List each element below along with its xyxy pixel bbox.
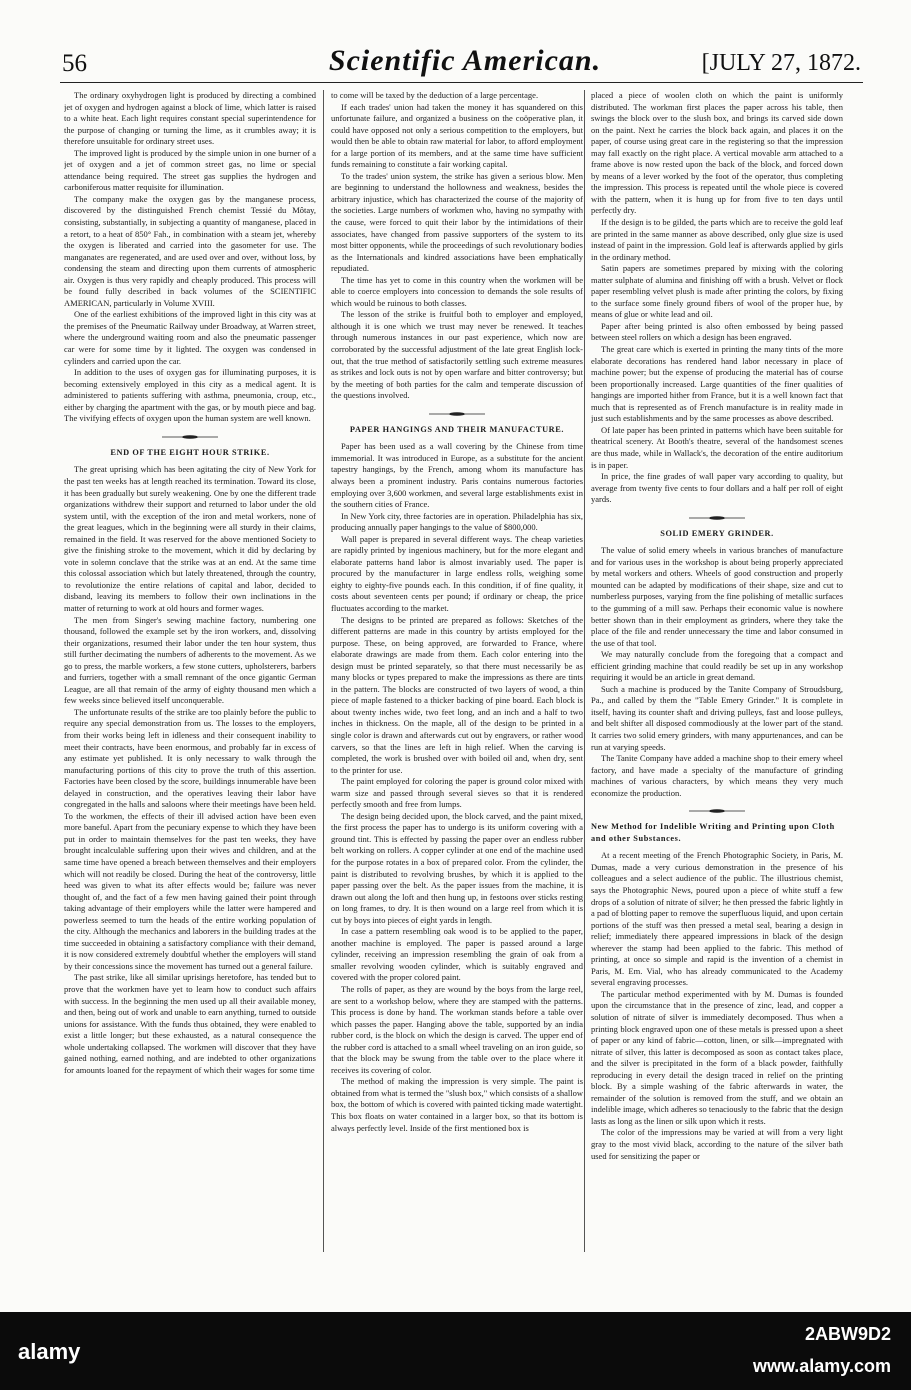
column-3 bbox=[591, 90, 843, 1250]
article-paragraph: In case a pattern resembling oak wood is to be applied to the paper, another machine is employed. The paper is passed around a large cylinder, receiving an impression resembling the grain of oak from a smaller revolving wooden cylinder, which is suitably engraved and covered with the proper colored paint. bbox=[331, 926, 583, 983]
article-paragraph: In New York city, three factories are in operation. Philadelphia has six, producing annually paper hangings to the value of $800,000. bbox=[331, 510, 583, 533]
article-paragraph: At a recent meeting of the French Photographic Society, in Paris, M. Dumas, made a very curious demonstration in the presence of his colleagues and a select audience of the public. The illustrious chemist, says the Photographic News, poured upon a piece of white stuff a few drops of a solution of nitrate of silver; he then pressed the fabric lightly in a pad of blotting paper to remove the superfluous liquid, and upon certain portions of the stuff was then pressed a metal seal, bearing a design in relief; immediately there appeared impressions in black of the design wherever the stamp had been applied to the fabric. This method of printing, at once so simple and rapid is the invention of a chemist in Paris, M. Em. Vial, who has already communicated to the Academy several engraving processes. bbox=[591, 850, 843, 988]
section-separator-ornament bbox=[689, 516, 745, 520]
column-1 bbox=[64, 90, 316, 1250]
article-paragraph: The past strike, like all similar uprisings heretofore, has tended but to prove that the workmen have yet to learn how to conduct such affairs with success. In the beginning the men used up all their available money, and then, being out of work and unable to earn anything, turned to outside unions for assistance. With the funds thus obtained, they were enabled to exist a little longer; but these exhausted, as a natural consequence the whole undertaking collapsed. The workmen will discover that they have gained nothing, earned nothing, and are indebted to other organizations for amounts loaned for the repayment of which their wages for some time bbox=[64, 972, 316, 1075]
article-paragraph: The great care which is exerted in printing the many tints of the more elaborate decorations has rendered hand labor necessary in place of machine power; but the expense of producing the material has of course been proportionally increased. Large quantities of the finer qualities of hangings are imported hither from France, but it is a well known fact that much that is represented as of French manufacture is in reality made in just such establishments and by the same processes as above described. bbox=[591, 344, 843, 424]
article-paragraph: The value of solid emery wheels in various branches of manufacture and for various uses in the workshop is about being properly appreciated by metal workers and others. Wheels of good construction and properly mounted can be adapted by modifications of their shape, size and cut to numberless purposes, varying from the fine polishing of metallic surfaces to the gumming of a mill saw. Perhaps their economic value is nowhere better shown than in their employment as grinders, where they take the place of the file and render unnecessary the time and labor consumed in the use of that tool. bbox=[591, 545, 843, 648]
article-paragraph: To the trades' union system, the strike has given a serious blow. Men are beginning to understand the hollowness and weakness, besides the arbitrary injustice, which has characterized the course of the majority of the societies. Large numbers of workmen who, having no sympathy with the cause, were forced to quit their labor by the intimidations of their associates, have changed from passive supporters of the system to its most bitter opponents, while the proceedings of such revolutionary bodies as the Internationals and kindred associations have been emphatically repudiated. bbox=[331, 170, 583, 274]
article-paragraph: The color of the impressions may be varied at will from a very light gray to the most vivid black, according to the nature of the silver bath used for sensitizing the paper or bbox=[591, 1127, 843, 1161]
masthead: Scientific American. bbox=[328, 44, 602, 77]
headline-indelible-writing: New Method for Indelible Writing and Printing upon Cloth and other Substances. bbox=[591, 822, 835, 843]
article-paragraph: The improved light is produced by the simple union in one burner of a jet of oxygen and a jet of common street gas, no lime or special attendance being required. The street gas supplies the hydrogen and carboniferous matter requisite for illumination. bbox=[64, 147, 316, 193]
article-paragraph: The time has yet to come in this country when the workmen will be able to coerce employers into concession to demands the sole results of which would be ruinous to both classes. bbox=[331, 274, 583, 308]
section-separator-ornament bbox=[162, 435, 218, 439]
article-paragraph: The unfortunate results of the strike are too plainly before the public to require any special demonstration from us. The losses to the employers, from their works being left in idleness and their consequent inability to meet their contracts, have been enormous, and probably far in excess of any estimate yet published. It is only necessary to walk through the manufacturing portions of this city to prove the truth of this assertion. Factories have been closed by the score, buildings innumerable have been delayed in construction, and the operatives leaving their labor have congregated in the halls and saloons where their meetings have been held. To the workmen, the effects of their ill advised action have been even more baneful. Apart from the pecuniary expense to which they have been put in order to maintain themselves for the past ten weeks, they have brought incalculable suffering upon their wives and children, and at the same time have opened a breach between themselves and their employers which will not readily be closed. During the heat of the controversy, little heed was given to what its after effects would be; failure was never thought of, and the fact of a few men having gained their point through taking advantage of their employers while the latter were hampered and powerless seemed to turn the heads of the entire working population of the city. Although the mechanics and laborers in the building trades at the time succeeded in obtaining a satisfactory compliance with their demand, it is now considered extremely doubtful whether the employers will stand by their concessions since the movement has turned out a general failure. bbox=[64, 706, 316, 971]
image-id: 2ABW9D2 bbox=[804, 1324, 891, 1344]
article-paragraph: One of the earliest exhibitions of the improved light in this city was at the premises of the Pneumatic Railway under Broadway, at Warren street, where the underground waiting room and also the pneumatic passenger car were for some time by it lighted. The oxygen was condensed in cylinders and carried upon the car. bbox=[64, 309, 316, 366]
headline-paper-hangings: PAPER HANGINGS AND THEIR MANUFACTURE. bbox=[349, 424, 565, 434]
column-divider bbox=[323, 90, 324, 1252]
article-paragraph: The company make the oxygen gas by the manganese process, discovered by the distinguished French chemist Tessié du Môtay, consisting, substantially, in subjecting a quantity of manganese, placed in a retort, to a heat of 850° Fah., in combination with a steam jet, whereby the oxygen is liberated and carried into the gasometer for use. The manganates are regenerated, and are used over and over, without loss, by condensing the steam and directing upon them currents of atmospheric air. Oxygen is thus very rapidly and cheaply produced. This process will be found fully described in back volumes of the SCIENTIFIC AMERICAN, particularly in Volume XVIII. bbox=[64, 193, 316, 308]
headline-eight-hour-strike: END OF THE EIGHT HOUR STRIKE. bbox=[110, 447, 270, 457]
article-paragraph: to come will be taxed by the deduction of a large percentage. bbox=[331, 90, 539, 100]
article-paragraph: The design being decided upon, the block carved, and the paint mixed, the first process the paper has to undergo is its uniform covering with a ground tint. This is effected by passing the paper over an endless rubber belt working on rollers. A copper cylinder at one end of the machine used for the purpose rotates in a box of prepared color. From the cylinder, the paint is distributed to revolving brushes, by which it is applied to the paper passing over the belt. As the paper issues from the machine, it is drawn out along the loft and then hung up, in festoons over sticks resting on long frames, to dry. It is then wound on a large reel from which it is cut by boys into pieces of eight yards in length. bbox=[331, 810, 583, 925]
article-paragraph: Of late paper has been printed in patterns which have been suitable for theatrical scenery. At Booth's theatre, several of the handsomest scenes are thus made, while in Wallack's, the decoration of the entire auditorium is in paper. bbox=[591, 424, 843, 470]
alamy-logo-text: alamy bbox=[18, 1340, 81, 1364]
alamy-logo bbox=[18, 1340, 118, 1364]
article-paragraph: The men from Singer's sewing machine factory, numbering one thousand, followed the example set by the iron workers, and, dissolving their organizations, resumed their labor under the ten hour system, thus still further decimating the numbers of adherents to the movement. As we go to press, the marble workers, a few stone cutters, upholsterers, barbers and furriers, together with a small remnant of the once gigantic German League, are all that remain of the army of eighty thousand men which a few weeks since believed itself unconquerable. bbox=[64, 614, 316, 706]
article-paragraph: The particular method experimented with by M. Dumas is founded upon the circumstance that in the presence of zinc, lead, and copper a solution of nitrate of silver is immediately decomposed. Thus when a printing block engraved upon one of these metals is pressed upon a sheet of paper or any kind of fabric—cotton, linen, or silk—impregnated with nitrate of silver, this latter is decomposed as soon as contact takes place, and the silver is precipitated in the form of a black powder, faithfully reproducing in every detail the design traced in relief on the printing block. By a simple washing of the fabric afterwards in water, the remainder of the solution is removed from the stuff, and we obtain an indelible image, which adheres so tenaciously to the fabric that the design lasts as long as the linen or silk upon which it rests. bbox=[591, 988, 843, 1126]
article-paragraph: We may naturally conclude from the foregoing that a compact and efficient grinding machine that could readily be set up in any workshop requiring it would be an article in great demand. bbox=[591, 649, 843, 683]
section-separator-ornament bbox=[689, 809, 745, 813]
article-paragraph: placed a piece of woolen cloth on which the paint is uniformly distributed. The workman first places the paper across his table, then swings the block over to the slush box, and brings its carved side down on the paint. Next he carries the block back again, and places it on the paper, of course using great care in the registering so that the impression may fall exactly on the right place. A vertical movable arm attached to a frame above is now rested upon the back of the block, and forced down by means of a lever worked by the foot of the operator, thus completing the impression. This process is repeated until the whole piece is covered with the pattern, when it is hung up for from five to ten days until perfectly dry. bbox=[591, 90, 843, 216]
article-paragraph: In addition to the uses of oxygen gas for illuminating purposes, it is becoming extensively employed in this city as a medical agent. It is administered to patients suffering with asthma, pneumonia, croup, etc., either by charging the apartment with the gas, or by mouth piece and bag. The vivifying effects of oxygen upon the human system are well known. bbox=[64, 367, 316, 424]
issue-date: [JULY 27, 1872. bbox=[701, 50, 861, 76]
article-paragraph: The great uprising which has been agitating the city of New York for the past ten weeks has at length reached its termination. Toward its close, it has been gradually but surely weakening. One by one the different trade organizations withdrew their support and returned to labor under the old system until, with the exception of the iron and metal workers, none of the great leagues, which in the beginning were all sturdy in their claims, remained in the field. It was reserved for the above mentioned Society to give the finishing stroke to the movement, which it did by declaring by vote in solemn conclave that the strike was at an end. At the same time this colossal association which but lately threatened, through the country, to revolutionize the entire relations of capital and labor, decided to disband, leaving its members to follow their own inclinations in the matter of returning to work at old hours and former wages. bbox=[64, 464, 316, 613]
article-paragraph: If each trades' union had taken the money it has squandered on this unfortunate failure, and organized a business on the coöperative plan, it could have opposed not only a serious competition to the employers, but would then be able to obtain raw material for labor, to afford employment for a large portion of its members, and at the same time have sufficient funds remaining to constitute a fair working capital. bbox=[331, 101, 583, 170]
article-paragraph: The ordinary oxyhydrogen light is produced by directing a combined jet of oxygen and hydrogen against a block of lime, which latter is raised to a white heat. Each light requires constant special superintendence for the purpose of changing or turning the lime, as it crumbles away; it is therefore unsuitable for ordinary street uses. bbox=[64, 90, 316, 147]
article-paragraph: Wall paper is prepared in several different ways. The cheap varieties are rapidly printed by ingenious machinery, but for the more elegant and elaborate patterns hand labor is almost invariably used. The paper is procured by the manufacturer in large endless rolls, weighing some eighty to eighty-five pounds each. In this condition, if of fine quality, it costs about seventeen cents per pound; if ordinary or cheap, the price fluctuates according to the market. bbox=[331, 533, 583, 613]
site-url: www.alamy.com bbox=[752, 1356, 891, 1376]
headline-solid-emery-grinder: SOLID EMERY GRINDER. bbox=[660, 528, 774, 538]
article-paragraph: Such a machine is produced by the Tanite Company of Stroudsburg, Pa., and called by them the "Table Emery Grinder." It is complete in itself, having its counter shaft and driving pulleys, fast and loose pulleys, and belt shifter all disposed commodiously at the lower part of the stand. It carries two solid emery grinders, with many appurtenances, and can be run at varying speeds. bbox=[591, 683, 843, 752]
article-paragraph: The designs to be printed are prepared as follows: Sketches of the different patterns are made in this country by artists employed for the purpose. These, on being approved, are forwarded to France, where elaborate drawings are made from them. Each color entering into the design must be printed separately, so that there must necessarily be as many blocks or types prepared to make the impressions as there are tints in the pattern. The blocks are constructed of two layers of wood, a thin piece of maple fastened to a thicker backing of pine board. Each block is about twenty inches wide, two feet long, and an inch and a half to two inches in thickness. On the maple, all of the design to be printed in a single color is drawn and afterwards cut out by engravers, or rather wood carvers, so that the lines are left in high relief. When the carving is completed, the work is brushed over with boiled oil and, when dry, sent to the printer for use. bbox=[331, 614, 583, 775]
article-paragraph: The Tanite Company have added a machine shop to their emery wheel factory, and have made a specialty of the manufacture of grinding machines of various characters, by which means they very much economize the production. bbox=[591, 753, 843, 798]
header-rule bbox=[60, 82, 863, 83]
column-2 bbox=[331, 90, 583, 1250]
article-paragraph: If the design is to be gilded, the parts which are to receive the gold leaf are printed in the same manner as above described, only glue size is used instead of paint in the impression. Gold leaf is afterwards applied by girls in the ordinary method. bbox=[591, 217, 843, 262]
page-number: 56 bbox=[62, 50, 87, 77]
section-separator-ornament bbox=[429, 412, 485, 416]
article-paragraph: In price, the fine grades of wall paper vary according to quality, but average from twenty five cents to four dollars and a half per roll of eight yards. bbox=[591, 471, 843, 505]
article-paragraph: Paper after being printed is also often embossed by being passed between steel rollers on which a design has been engraved. bbox=[591, 320, 843, 343]
article-paragraph: Paper has been used as a wall covering by the Chinese from time immemorial. It was introduced in Europe, as a substitute for the ancient tapestry hangings, by the French, among whom its manufacture has always been a prominent industry. Paris contains numerous factories employing over 3,600 workmen, and several large establishments exist in the southern cities of France. bbox=[331, 441, 583, 510]
article-paragraph: The rolls of paper, as they are wound by the boys from the large reel, are sent to a workshop below, where they are stamped with the patterns. This process is done by hand. The workman stands before a table over which passes the paper. Hanging above the table, supported by an india rubber cord, is the block on which the design is carved. The upper end of the rubber cord is attached to a small wheel traveling on an iron guide, so that the block may be swung from the table over to the place where it receives its covering of color. bbox=[331, 984, 583, 1075]
article-paragraph: The lesson of the strike is fruitful both to employer and employed, although it is one which we trust may never be renewed. It teaches through numerous instances in our past experience, which now are corroborated by the successful adjustment of the late great English lock-out, that the true method of satisfactorily settling such extreme measures as strikes and lock outs is not by open warfare and bitter controversy; but by the meeting of both parties for the calm and temperate discussion of the questions involved. bbox=[331, 309, 583, 401]
article-paragraph: The paint employed for coloring the paper is ground color mixed with warm size and passed through several sieves so that it is rendered perfectly smooth and free from lumps. bbox=[331, 776, 583, 810]
article-paragraph: The method of making the impression is very simple. The paint is obtained from what is termed the "slush box," which consists of a shallow box, the bottom of which is covered with painted ticking made watertight. This box floats on water contained in a larger box, so that its bottom is always perfectly level. Inside of the first mentioned box is bbox=[331, 1076, 583, 1133]
stock-photo-footer bbox=[0, 1312, 911, 1390]
column-divider bbox=[584, 90, 585, 1252]
article-paragraph: Satin papers are sometimes prepared by mixing with the coloring matter sulphate of alumina and finishing off with a brush. Velvet or flock paper resembling velvet plush is made after printing the colors, by fixing to the surface some finely ground fibers of wool of the proper hue, by means of glue or white lead and oil. bbox=[591, 263, 843, 320]
